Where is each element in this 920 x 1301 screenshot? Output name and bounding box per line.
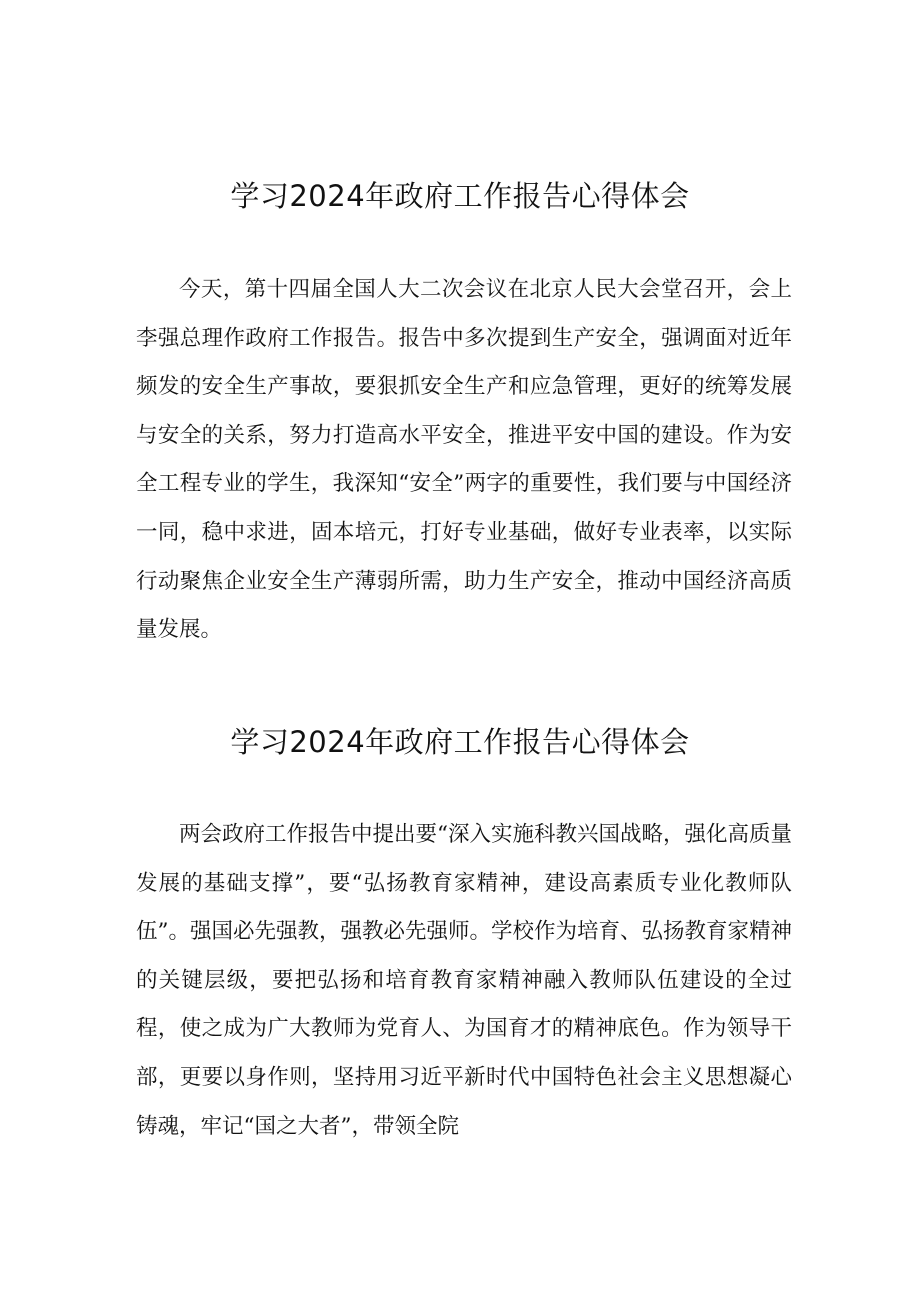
section-2-body: 两会政府工作报告中提出要“深入实施科教兴国战略，强化高质量发展的基础支撑”，要“弘扬教育家精神，建设高素质专业化教师队伍”。强国必先强教，强教必先强师。学校作为培育、弘扬教育家精神的关键层级，要把弘扬和培育教育家精神融入教师队伍建设的全过程，使之成为广大教师为党育人、为国育才的精神底色。作为领导干部，更要以身作则，坚持用习近平新时代中国特色社会主义思想凝心铸魂，牢记“国之大者”，带领全院	[136, 822, 792, 1139]
section-1-title: 学习2024年政府工作报告心得体会	[230, 179, 690, 213]
section-1-body: 今天，第十四届全国人大二次会议在北京人民大会堂召开，会上李强总理作政府工作报告。报告中多次提到生产安全，强调面对近年频发的安全生产事故，要狠抓安全生产和应急管理，更好的统筹发展与安全的关系，努力打造高水平安全，推进平安中国的建设。作为安全工程专业的学生，我深知“安全”两字的重要性，我们要与中国经济一同，稳中求进，固本培元，打好专业基础，做好专业表率，以实际行动聚焦企业安全生产薄弱所需，助力生产安全，推动中国经济高质量发展。	[136, 277, 792, 643]
section-2-title: 学习2024年政府工作报告心得体会	[230, 725, 690, 759]
